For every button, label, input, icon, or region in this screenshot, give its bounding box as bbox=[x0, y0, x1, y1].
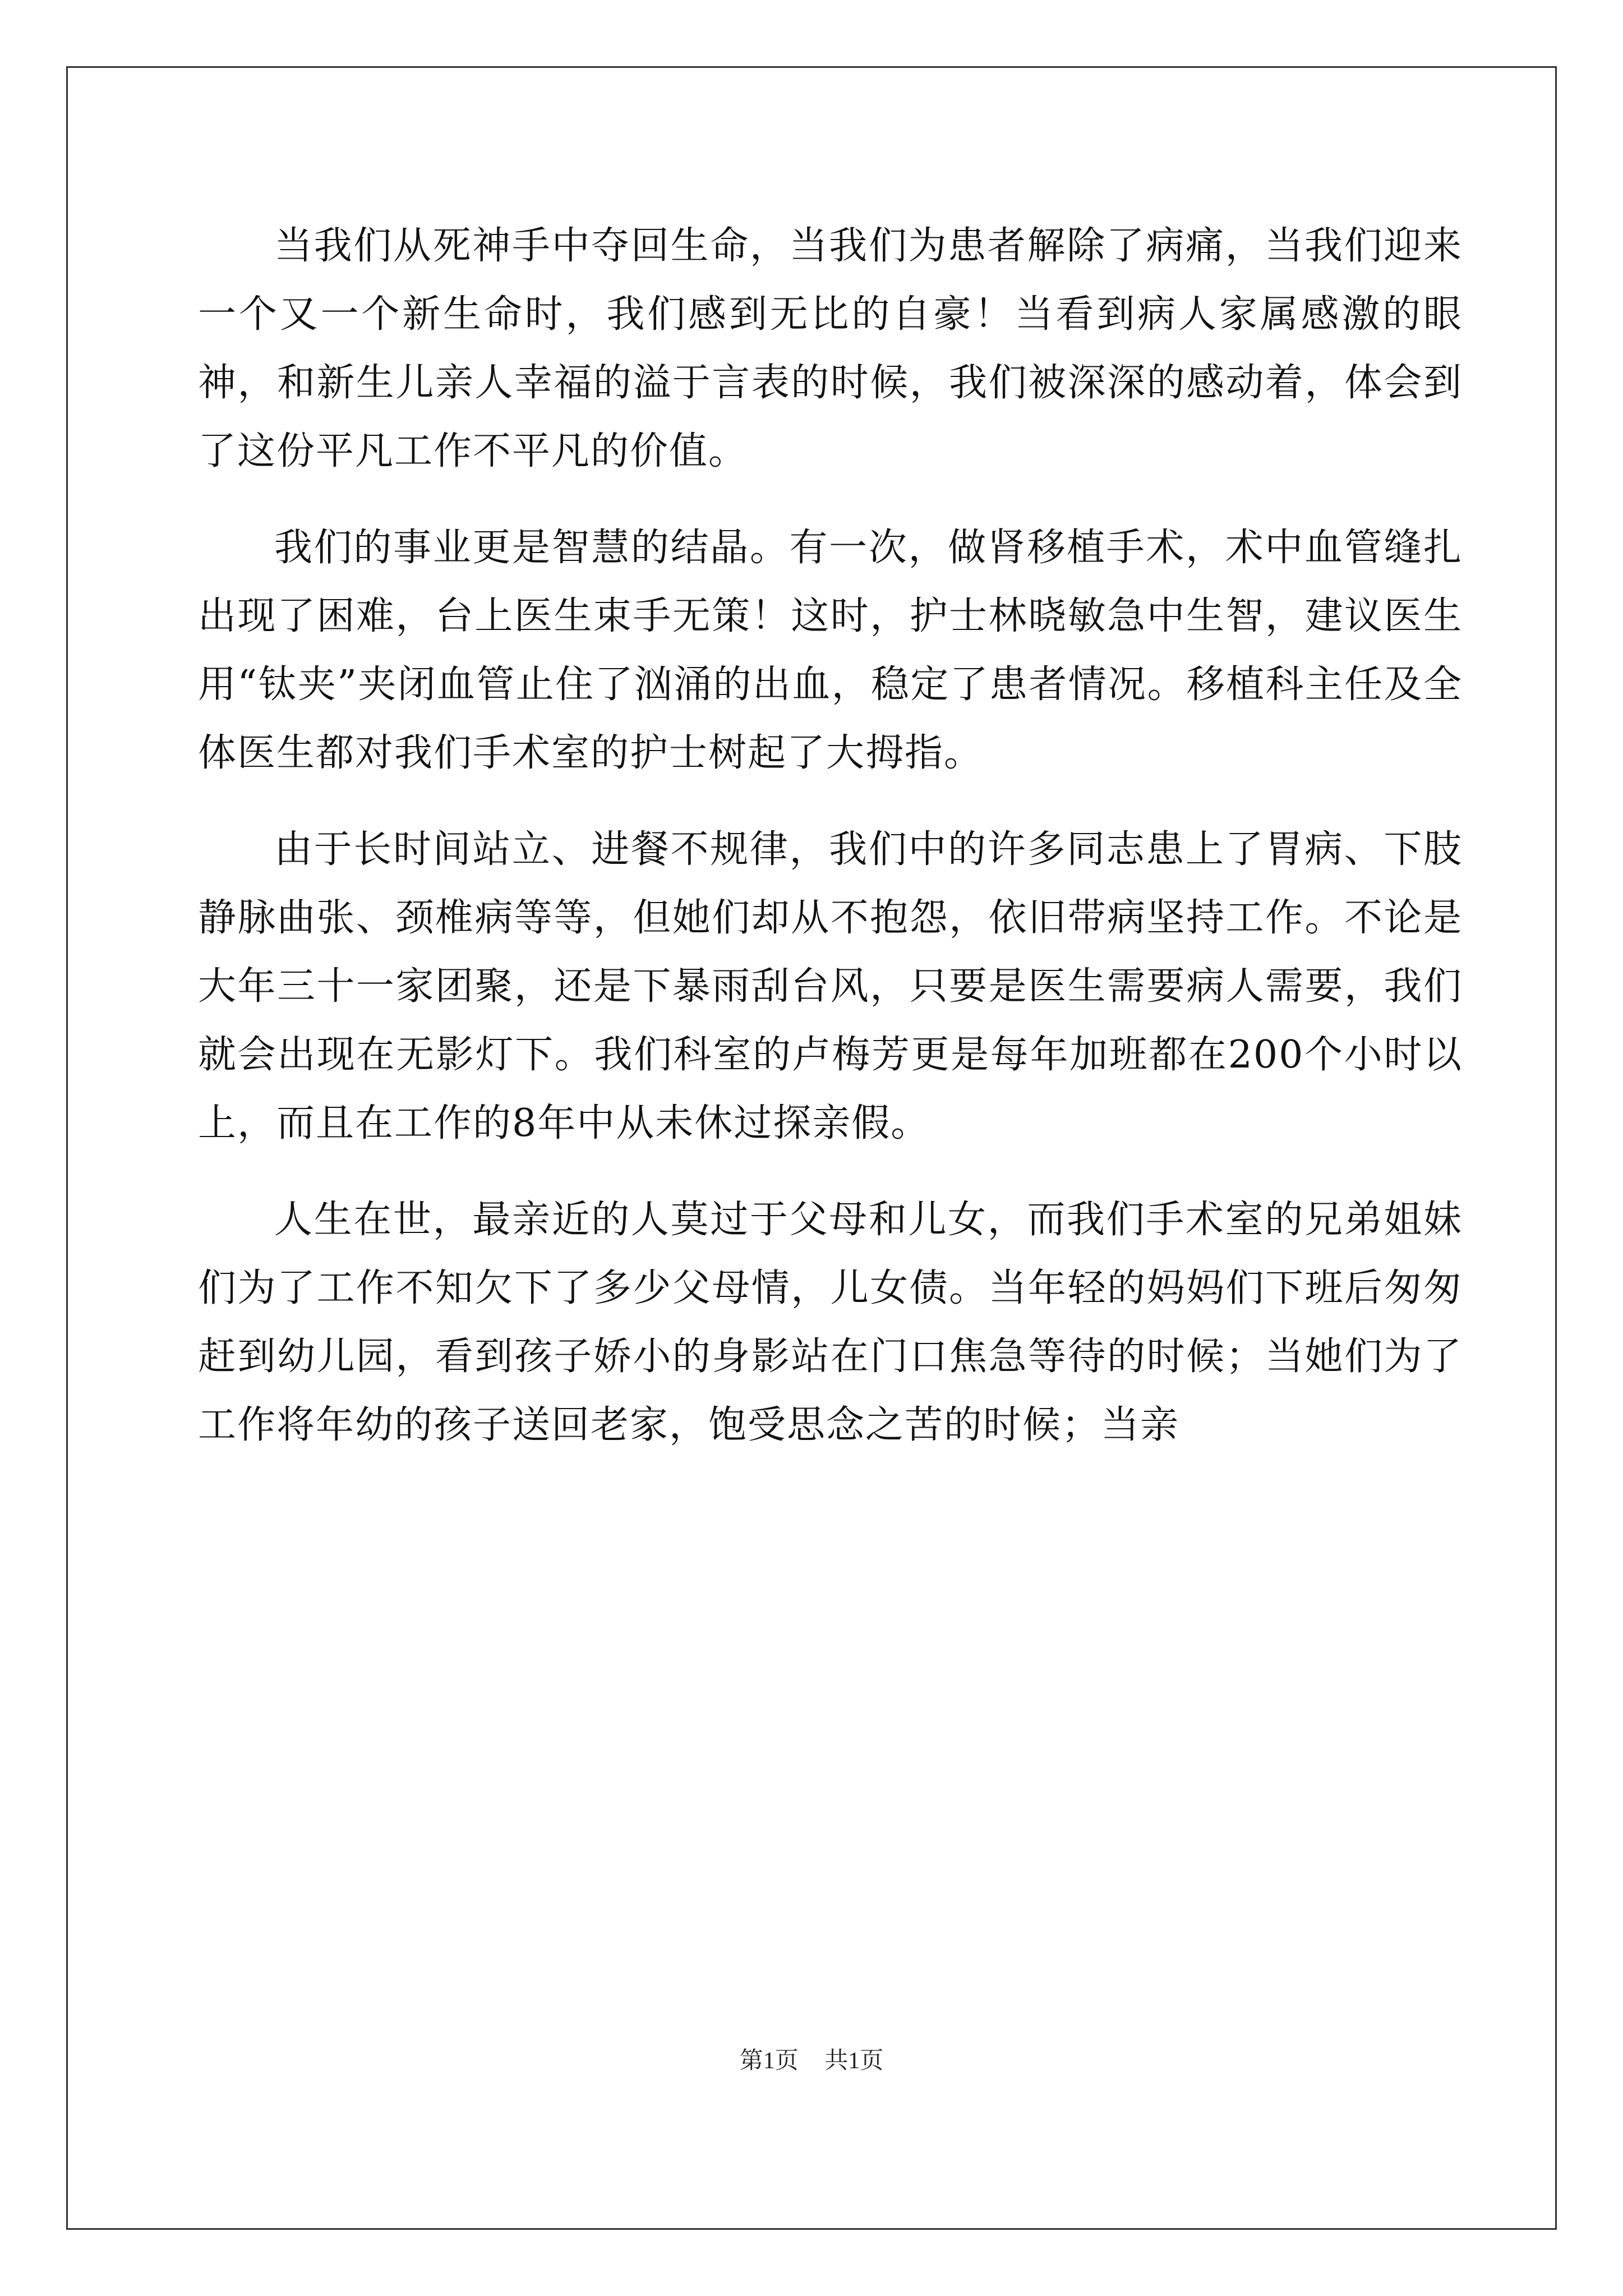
paragraph: 人生在世，最亲近的人莫过于父母和儿女，而我们手术室的兄弟姐妹们为了工作不知欠下了多少父母情，儿女债。当年轻的妈妈们下班后匆匆赶到幼儿园，看到孩子娇小的身影站在门口焦急等待的时候；当她们为了工作将年幼的孩子送回老家，饱受思念之苦的时候；当亲 bbox=[198, 1198, 1463, 1447]
document-body bbox=[198, 212, 1463, 1488]
paragraph: 我们的事业更是智慧的结晶。有一次，做肾移植手术，术中血管缝扎出现了困难，台上医生束手无策！这时，护士林晓敏急中生智，建议医生用“钛夹”夹闭血管止住了汹涌的出血，稳定了患者情况。移植科主任及全体医生都对我们手术室的护士树起了大拇指。 bbox=[198, 526, 1463, 775]
page-footer bbox=[0, 2042, 1623, 2076]
total-page-count: 共1页 bbox=[824, 2048, 884, 2074]
current-page-number: 第1页 bbox=[739, 2048, 799, 2074]
paragraph: 由于长时间站立、进餐不规律，我们中的许多同志患上了胃病、下肢静脉曲张、颈椎病等等，但她们却从不抱怨，依旧带病坚持工作。不论是大年三十一家团聚，还是下暴雨刮台风，只要是医生需要病人需要，我们就会出现在无影灯下。我们科室的卢梅芳更是每年加班都在200个小时以上，而且在工作的8年中从未休过探亲假。 bbox=[198, 827, 1463, 1145]
paragraph: 当我们从死神手中夺回生命，当我们为患者解除了病痛，当我们迎来一个又一个新生命时，我们感到无比的自豪！当看到病人家属感激的眼神，和新生儿亲人幸福的溢于言表的时候，我们被深深的感动着，体会到了这份平凡工作不平凡的价值。 bbox=[198, 224, 1463, 473]
